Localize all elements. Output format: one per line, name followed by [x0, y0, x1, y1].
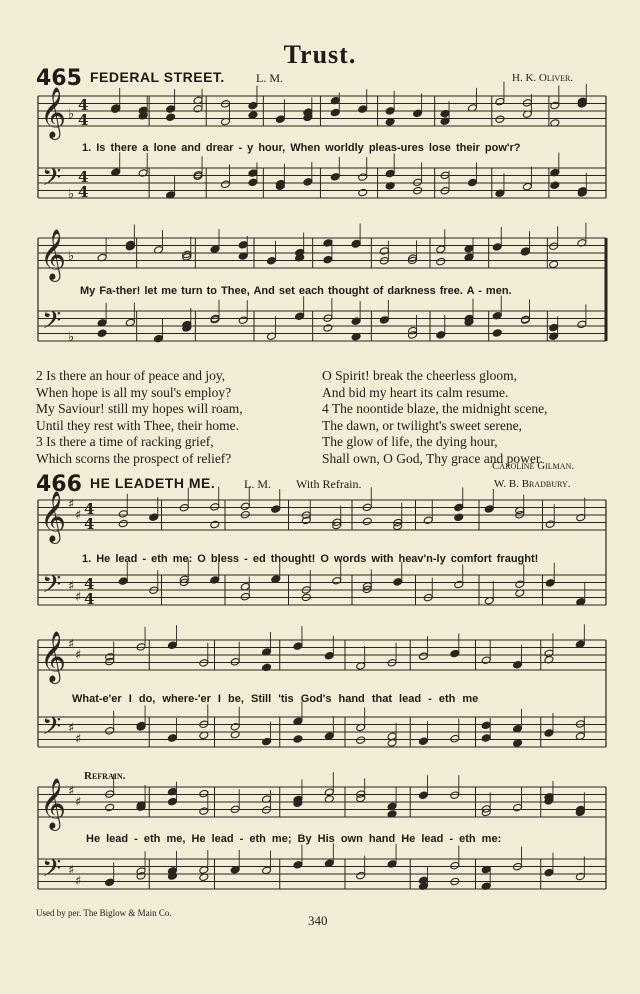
note-head	[238, 316, 248, 325]
note-head	[413, 178, 423, 187]
footer-credit: Used by per. The Biglow & Main Co.	[36, 908, 172, 918]
bass-clef-icon: 𝄢	[42, 570, 62, 605]
sharp-icon: ♯	[75, 648, 82, 663]
note-head	[275, 115, 285, 124]
note-head	[544, 868, 554, 877]
bass-clef-icon: 𝄢	[42, 163, 62, 198]
note-head	[167, 734, 177, 743]
note-head	[323, 324, 333, 333]
note-head	[481, 734, 491, 743]
note-head	[484, 505, 494, 514]
note-head	[199, 789, 209, 798]
note-head	[436, 331, 446, 340]
lyric-line: He lead - eth me, He lead - eth me; By His own hand He lead - eth me:	[86, 833, 502, 845]
note-head	[230, 658, 240, 667]
bass-clef-icon: 𝄢	[42, 712, 62, 747]
note-head	[515, 580, 525, 589]
sharp-icon: ♯	[75, 795, 82, 810]
note-head	[450, 861, 460, 870]
note-head	[379, 247, 389, 256]
bass-clef-icon: 𝄢	[42, 306, 62, 341]
note-head	[238, 241, 248, 250]
note-head	[332, 576, 342, 585]
note-head	[436, 245, 446, 254]
page-title: Trust.	[283, 40, 357, 69]
time-signature: 4	[84, 590, 95, 608]
note-head	[210, 520, 220, 529]
note-head	[118, 510, 128, 519]
note-head	[454, 513, 464, 522]
sharp-icon: ♯	[68, 721, 75, 736]
hymn-number: 466	[36, 472, 82, 497]
note-head	[450, 791, 460, 800]
note-head	[379, 316, 389, 325]
note-head	[97, 329, 107, 338]
note-head	[454, 580, 464, 589]
lyric-line: 1. Is there a lone and drear - y hour, When worldly pleas-ures lose their pow'r?	[82, 142, 521, 154]
note-head	[418, 791, 428, 800]
note-head	[324, 651, 334, 660]
note-head	[544, 729, 554, 738]
note-head	[248, 111, 258, 120]
flat-icon: ♭	[68, 249, 75, 264]
note-head	[492, 329, 502, 338]
note-head	[550, 181, 560, 190]
lyric-line: What-e'er I do, where-'er I be, Still 'tis God's hand that lead - eth me	[72, 693, 479, 705]
sharp-icon: ♯	[68, 637, 75, 652]
note-head	[450, 734, 460, 743]
note-head	[549, 242, 559, 251]
note-head	[413, 109, 423, 118]
time-signature: 4	[78, 168, 89, 186]
note-head	[248, 178, 258, 187]
refrain-note: With Refrain.	[296, 477, 362, 491]
flat-icon: ♭	[68, 107, 75, 122]
note-head	[199, 866, 209, 875]
note-head	[545, 520, 555, 529]
lyric-line: My Fa-ther! let me turn to Thee, And set each thought of darkness free. A - men.	[80, 285, 512, 297]
treble-clef-icon: 𝄞	[40, 631, 67, 682]
treble-clef-icon: 𝄞	[40, 87, 67, 138]
hymn-number: 465	[36, 66, 82, 91]
note-head	[240, 502, 250, 511]
note-head	[423, 516, 433, 525]
note-head	[495, 97, 505, 106]
note-head	[358, 105, 368, 114]
note-head	[418, 652, 428, 661]
note-head	[210, 245, 220, 254]
meter: L. M.	[244, 477, 271, 491]
note-head	[210, 503, 220, 512]
note-head	[545, 579, 555, 588]
sharp-icon: ♯	[68, 497, 75, 512]
note-head	[105, 803, 115, 812]
sharp-icon: ♯	[75, 732, 82, 747]
note-head	[166, 105, 176, 114]
note-head	[356, 736, 366, 745]
note-head	[575, 720, 585, 729]
note-head	[393, 578, 403, 587]
note-head	[105, 727, 115, 736]
note-head	[418, 737, 428, 746]
lyric-line: 1. He lead - eth me: O bless - ed thought! O words with heav'n-ly comfort fraught!	[82, 553, 539, 565]
verses-right: O Spirit! break the cheerless gloom, And bid my heart its calm resume. 4 The noontide blaze, the midnight scene, The dawn, or twilight's sweet serene, The glow of life, the dying hour, Shall own, O God, Thy grace and power.	[322, 368, 548, 466]
note-head	[362, 517, 372, 526]
sharp-icon: ♯	[68, 784, 75, 799]
note-head	[356, 662, 366, 671]
note-head	[324, 788, 334, 797]
note-head	[266, 256, 276, 265]
note-head	[248, 101, 258, 110]
note-head	[513, 739, 523, 748]
note-head	[492, 243, 502, 252]
composer: H. K. Oliver.	[512, 72, 574, 84]
note-head	[330, 108, 340, 117]
note-head	[293, 735, 303, 744]
tune-name: FEDERAL STREET.	[90, 69, 225, 85]
time-signature: 4	[84, 515, 95, 533]
time-signature: 4	[78, 111, 89, 129]
note-head	[330, 173, 340, 182]
time-signature: 4	[84, 575, 95, 593]
time-signature: 4	[78, 183, 89, 201]
note-head	[577, 320, 587, 329]
tune-name: HE LEADETH ME.	[90, 475, 216, 491]
time-signature: 4	[84, 500, 95, 518]
note-head	[520, 248, 530, 257]
note-head	[468, 178, 478, 187]
note-head	[351, 240, 361, 249]
note-head	[221, 180, 231, 189]
note-head	[481, 656, 491, 665]
note-head	[513, 803, 523, 812]
note-head	[385, 169, 395, 178]
note-head	[358, 188, 368, 197]
note-head	[522, 99, 532, 108]
note-head	[549, 323, 559, 332]
note-head	[356, 871, 366, 880]
note-head	[167, 797, 177, 806]
note-head	[393, 522, 403, 531]
refrain-label: Refrain.	[84, 770, 126, 782]
note-head	[293, 642, 303, 651]
sharp-icon: ♯	[68, 579, 75, 594]
flat-icon: ♭	[68, 330, 75, 345]
note-head	[262, 866, 272, 875]
note-head	[293, 861, 303, 870]
note-head	[136, 643, 146, 652]
meter: L. M.	[256, 71, 283, 85]
flat-icon: ♭	[68, 187, 75, 202]
note-head	[575, 872, 585, 881]
note-head	[118, 519, 128, 528]
note-head	[199, 807, 209, 816]
note-head	[193, 104, 203, 113]
note-head	[549, 260, 559, 269]
note-head	[262, 737, 272, 746]
note-head	[522, 182, 532, 191]
note-head	[248, 169, 258, 178]
note-head	[271, 505, 281, 514]
note-head	[230, 722, 240, 731]
note-head	[154, 334, 164, 343]
sharp-icon: ♯	[75, 590, 82, 605]
note-head	[149, 513, 159, 522]
note-head	[495, 115, 505, 124]
note-head	[105, 878, 115, 887]
note-head	[166, 113, 176, 122]
bass-clef-icon: 𝄢	[42, 854, 62, 889]
note-head	[323, 255, 333, 264]
note-head	[450, 649, 460, 658]
note-head	[125, 318, 135, 327]
note-head	[118, 577, 128, 586]
page-number: 340	[308, 913, 328, 928]
note-head	[454, 503, 464, 512]
composer: W. B. Bradbury.	[494, 478, 571, 490]
note-head	[303, 178, 313, 187]
note-head	[358, 173, 368, 182]
note-head	[513, 661, 523, 670]
treble-clef-icon: 𝄞	[40, 229, 67, 280]
verses-left: 2 Is there an hour of peace and joy, When hope is all my soul's employ? My Saviour! still my hopes will roam, Until they rest with Thee, their home. 3 Is there a time of racking grief, Which scorns the prospect of relief?	[36, 368, 243, 466]
note-head	[295, 312, 305, 321]
treble-clef-icon: 𝄞	[40, 491, 67, 542]
note-head	[550, 101, 560, 110]
treble-clef-icon: 𝄞	[40, 778, 67, 829]
sharp-icon: ♯	[75, 508, 82, 523]
note-head	[167, 641, 177, 650]
sharp-icon: ♯	[75, 874, 82, 889]
note-head	[481, 721, 491, 730]
note-head	[385, 107, 395, 116]
note-head	[240, 592, 250, 601]
time-signature: 4	[78, 96, 89, 114]
note-head	[436, 257, 446, 266]
author: Caroline Gilman.	[492, 460, 575, 472]
sharp-icon: ♯	[68, 863, 75, 878]
